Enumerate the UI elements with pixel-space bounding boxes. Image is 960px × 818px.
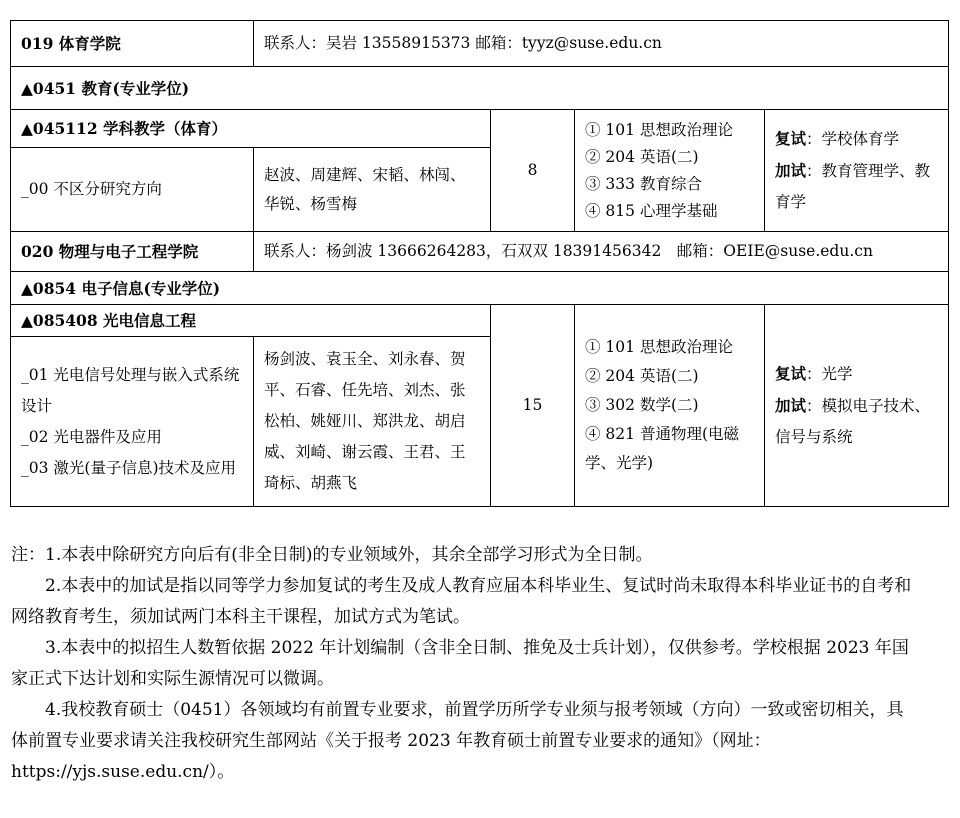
major-name: ▲085408 光电信息工程 bbox=[11, 305, 491, 337]
research-direction: _03 激光(量子信息)技术及应用 bbox=[21, 458, 236, 477]
tutor-line: 华锐、杨雪梅 bbox=[264, 194, 358, 213]
major-row-085408 bbox=[11, 305, 949, 337]
tutors bbox=[254, 148, 491, 232]
extra-line bbox=[775, 162, 930, 211]
exam-item: ② 204 英语(二) bbox=[585, 147, 699, 166]
notes-section bbox=[11, 540, 916, 788]
exam-item: ① 101 思想政治理论 bbox=[585, 120, 733, 139]
admissions-table bbox=[10, 20, 949, 507]
college-contact: 联系人：杨剑波 13666264283，石双双 18391456342 邮箱：OEIE@suse.edu.cn bbox=[254, 232, 949, 272]
degree-row-0854 bbox=[11, 272, 949, 305]
research-direction: _00 不区分研究方向 bbox=[11, 148, 254, 232]
extra-value: ：教育管理学、教育学 bbox=[775, 162, 931, 211]
retest-value: ：学校体育学 bbox=[806, 130, 900, 148]
quota: 8 bbox=[491, 110, 575, 232]
retest-line bbox=[775, 123, 938, 155]
retest-label: 复试 bbox=[775, 364, 807, 383]
tutor-line: 赵波、周建辉、宋韬、林闯、 bbox=[264, 165, 466, 184]
extra-label: 加试 bbox=[775, 396, 807, 415]
major-name: ▲045112 学科教学（体育） bbox=[11, 110, 491, 148]
college-row-020 bbox=[11, 232, 949, 272]
degree-name: ▲0451 教育(专业学位) bbox=[11, 67, 949, 110]
college-contact: 联系人：吴岩 13558915373 邮箱：tyyz@suse.edu.cn bbox=[254, 21, 949, 67]
exam-item: ② 204 英语(二) bbox=[585, 367, 699, 385]
extra-value: ：模拟电子技术、信号与系统 bbox=[775, 397, 931, 446]
exam-item: ③ 302 数学(二) bbox=[585, 396, 699, 414]
retest-info bbox=[765, 305, 949, 507]
exam-item: ① 101 思想政治理论 bbox=[585, 338, 733, 356]
retest-label: 复试 bbox=[775, 129, 807, 148]
note-2: 2.本表中的加试是指以同等学力参加复试的考生及成人教育应届本科毕业生、复试时尚未取得本科毕业证书的自考和网络教育考生，须加试两门本科主干课程，加试方式为笔试。 bbox=[11, 576, 912, 627]
note-4: 4.我校教育硕士（0451）各领域均有前置专业要求，前置学历所学专业须与报考领域（方向）一致或密切相关，具体前置专业要求请关注我校研究生部网站《关于报考 2023 年教育硕士前置专业要求的通知》（网址：https://yjs.suse.edu.cn/）。 bbox=[11, 700, 904, 782]
quota: 15 bbox=[491, 305, 575, 507]
retest-value: ：光学 bbox=[806, 365, 853, 383]
research-directions bbox=[11, 337, 254, 507]
degree-name: ▲0854 电子信息(专业学位) bbox=[11, 272, 949, 305]
tutors: 杨剑波、袁玉全、刘永春、贺平、石睿、任先培、刘杰、张松柏、姚娅川、郑洪龙、胡启威、刘崎、谢云霞、王君、王琦标、胡燕飞 bbox=[254, 337, 491, 507]
exam-item: ④ 815 心理学基础 bbox=[585, 201, 718, 220]
exam-item: ④ 821 普通物理(电磁学、光学) bbox=[585, 425, 739, 472]
extra-label: 加试 bbox=[775, 161, 807, 180]
college-row-019 bbox=[11, 21, 949, 67]
retest-line bbox=[775, 358, 938, 390]
exam-subjects bbox=[575, 305, 765, 507]
major-row-045112 bbox=[11, 110, 949, 148]
research-direction: _02 光电器件及应用 bbox=[21, 427, 162, 446]
college-name: 020 物理与电子工程学院 bbox=[11, 232, 254, 272]
exam-item: ③ 333 教育综合 bbox=[585, 174, 702, 193]
exam-subjects bbox=[575, 110, 765, 232]
retest-info bbox=[765, 110, 949, 232]
college-name: 019 体育学院 bbox=[11, 21, 254, 67]
research-direction: _01 光电信号处理与嵌入式系统设计 bbox=[21, 365, 240, 415]
note-1: 注：1.本表中除研究方向后有(非全日制)的专业领域外，其余全部学习形式为全日制。 bbox=[11, 545, 653, 565]
note-3: 3.本表中的拟招生人数暂依据 2022 年计划编制（含非全日制、推免及士兵计划），仅供参考。学校根据 2023 年国家正式下达计划和实际生源情况可以微调。 bbox=[11, 638, 909, 689]
degree-row-0451 bbox=[11, 67, 949, 110]
extra-line bbox=[775, 397, 930, 446]
